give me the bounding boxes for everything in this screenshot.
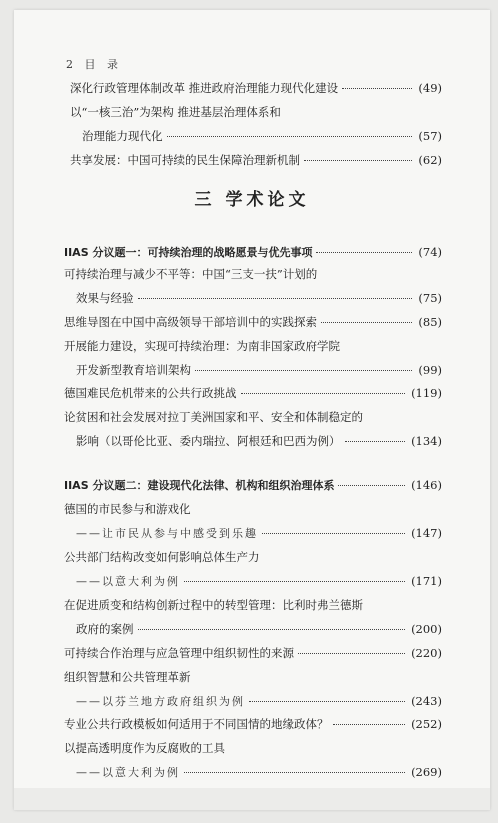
toc-entry-title: 共享发展：中国可持续的民生保障治理新机制	[70, 153, 300, 167]
toc-entry	[64, 549, 260, 565]
leader-dots	[241, 393, 406, 394]
toc-entry-title: IIAS 分议题二：建设现代化法律、机构和组织治理体系	[64, 479, 335, 492]
leader-dots	[138, 629, 406, 630]
toc-page-number: (75)	[418, 291, 442, 305]
toc-page-number: (200)	[411, 622, 442, 636]
running-title: 目 录	[84, 58, 122, 71]
toc-page-number: (134)	[411, 434, 442, 448]
toc-entry	[76, 693, 409, 709]
toc-page-number: (146)	[411, 478, 442, 492]
toc-entry	[82, 128, 416, 144]
toc-page-number: (85)	[418, 315, 442, 329]
toc-page-number: (99)	[418, 363, 442, 377]
page-number: 2	[66, 58, 77, 71]
toc-entry	[64, 338, 340, 354]
toc-entry-title: 思维导图在中国中高级领导干部培训中的实践探索	[64, 315, 317, 329]
leader-dots	[249, 701, 405, 702]
toc-page-number: (57)	[418, 129, 442, 143]
leader-dots	[316, 252, 412, 253]
leader-dots	[298, 653, 405, 654]
leader-dots	[184, 581, 405, 582]
toc-entry-title: 公共部门结构改变如何影响总体生产力	[64, 550, 260, 564]
toc-entry-title: 可持续合作治理与应急管理中组织韧性的来源	[64, 646, 294, 660]
leader-dots	[184, 772, 405, 773]
toc-entry	[70, 104, 281, 120]
toc-entry-title: 德国的市民参与和游戏化	[64, 502, 191, 516]
leader-dots	[262, 533, 405, 534]
toc-page-number: (49)	[418, 81, 442, 95]
toc-page-number: (74)	[418, 245, 442, 259]
toc-entry	[64, 501, 191, 517]
toc-entry-title: ——以意大利为例	[76, 766, 180, 779]
section-title: 三 学术论文	[194, 190, 310, 210]
toc-entry	[64, 477, 409, 493]
toc-entry-title: IIAS 分议题一：可持续治理的战略愿景与优先事项	[64, 246, 313, 259]
toc-entry	[76, 290, 416, 306]
leader-dots	[321, 322, 412, 323]
toc-entry-title: ——让市民从参与中感受到乐趣	[76, 527, 258, 540]
toc-entry	[64, 266, 317, 282]
running-head	[66, 56, 122, 72]
toc-entry	[64, 409, 363, 425]
leader-dots	[138, 298, 413, 299]
toc-entry	[64, 385, 409, 401]
toc-entry	[76, 525, 409, 541]
toc-entry-title: 深化行政管理体制改革 推进政府治理能力现代化建设	[70, 81, 339, 95]
toc-entry	[76, 764, 409, 780]
toc-entry-title: ——以意大利为例	[76, 575, 180, 588]
toc-page-number: (220)	[411, 646, 442, 660]
toc-entry-title: 可持续治理与减少不平等：中国“三支一扶”计划的	[64, 267, 318, 281]
leader-dots	[167, 136, 413, 137]
toc-entry-title: 在促进质变和结构创新过程中的转型管理：比利时弗兰德斯	[64, 598, 363, 612]
leader-dots	[342, 88, 412, 89]
toc-entry-title: 组织智慧和公共管理革新	[64, 670, 191, 684]
toc-page-number: (62)	[418, 153, 442, 167]
toc-entry-title: 影响（以哥伦比亚、委内瑞拉、阿根廷和巴西为例）	[76, 434, 341, 448]
toc-entry	[70, 152, 416, 168]
toc-entry-title: 以提高透明度作为反腐败的工具	[64, 741, 225, 755]
page-bottom-margin	[14, 788, 490, 810]
toc-entry-title: 治理能力现代化	[82, 129, 163, 143]
toc-entry	[64, 244, 416, 260]
toc-entry	[64, 645, 409, 661]
toc-entry	[70, 80, 416, 96]
leader-dots	[195, 370, 412, 371]
toc-entry	[76, 362, 416, 378]
toc-entry-title: 政府的案例	[76, 622, 134, 636]
toc-entry-title: 以“一核三治”为架构 推进基层治理体系和	[70, 105, 281, 119]
toc-page-number: (243)	[411, 694, 442, 708]
toc-entry	[76, 573, 409, 589]
leader-dots	[338, 485, 405, 486]
toc-page-number: (119)	[411, 386, 442, 400]
toc-entry	[64, 669, 191, 685]
toc-entry-title: 开发新型教育培训架构	[76, 363, 191, 377]
toc-entry-title: 效果与经验	[76, 291, 134, 305]
toc-entry	[64, 314, 416, 330]
toc-entry-title: 德国难民危机带来的公共行政挑战	[64, 386, 237, 400]
toc-entry	[64, 740, 225, 756]
book-page	[14, 10, 490, 810]
leader-dots	[304, 160, 412, 161]
toc-page-number: (252)	[411, 717, 442, 731]
toc-entry	[64, 597, 363, 613]
leader-dots	[333, 724, 406, 725]
toc-page-number: (269)	[411, 765, 442, 779]
toc-page-number: (171)	[411, 574, 442, 588]
toc-entry-title: 开展能力建设，实现可持续治理：为南非国家政府学院	[64, 339, 340, 353]
toc-page-number: (147)	[411, 526, 442, 540]
toc-entry-title: ——以芬兰地方政府组织为例	[76, 695, 245, 708]
toc-entry-title: 论贫困和社会发展对拉丁美洲国家和平、安全和体制稳定的	[64, 410, 363, 424]
toc-entry	[76, 433, 409, 449]
toc-entry	[64, 716, 409, 732]
leader-dots	[345, 441, 406, 442]
toc-entry	[76, 621, 409, 637]
toc-entry-title: 专业公共行政模板如何适用于不同国情的地缘政体？	[64, 717, 329, 731]
